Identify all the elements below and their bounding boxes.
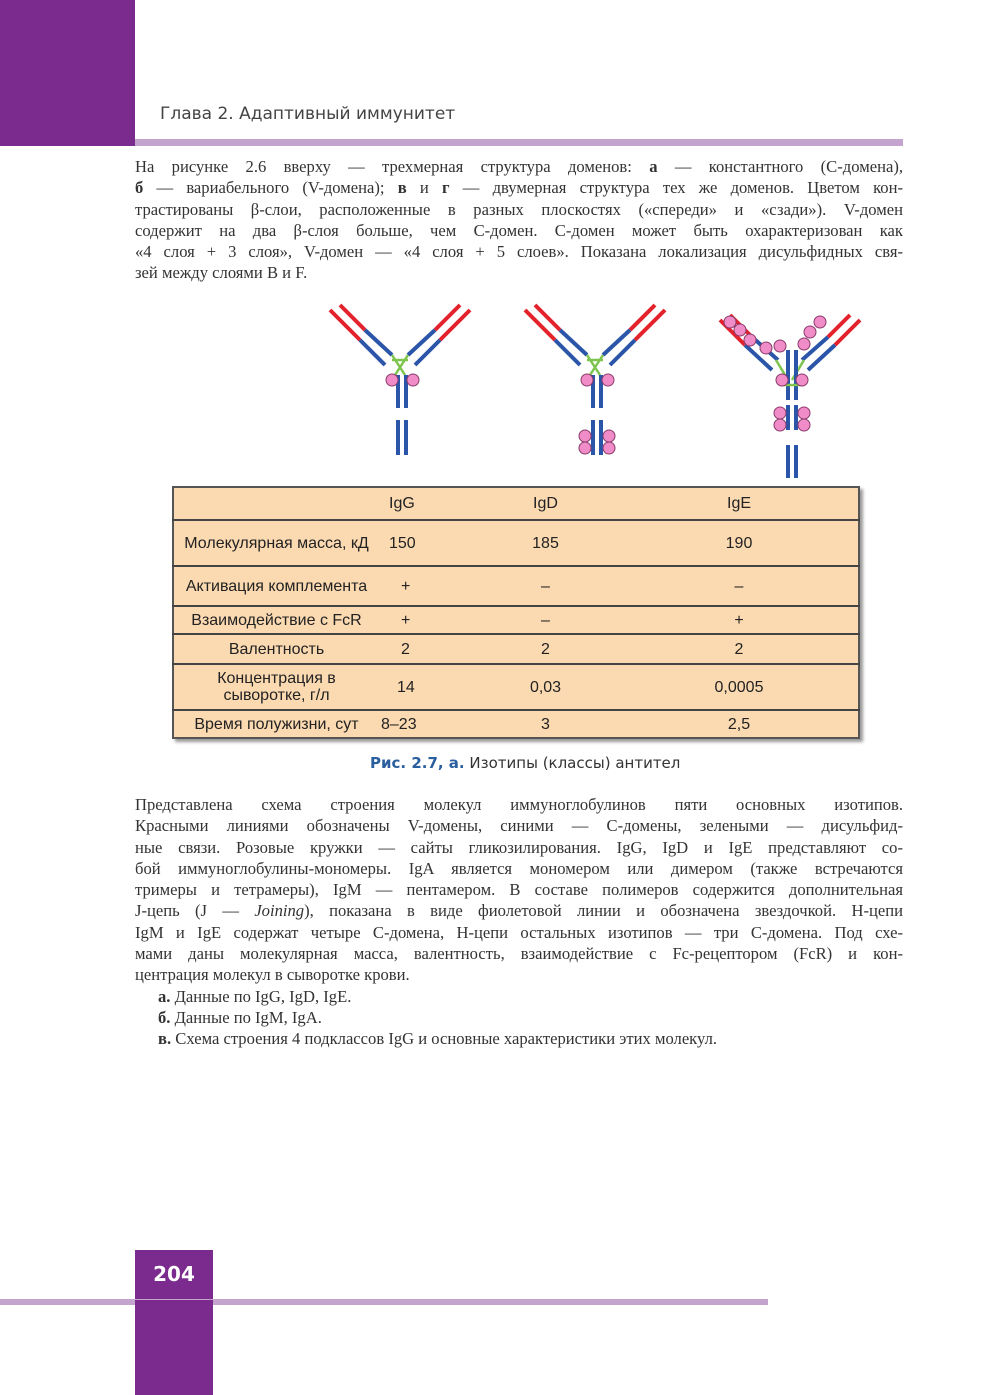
page-number: 204 <box>153 1262 195 1286</box>
table-cell: – <box>620 566 859 606</box>
table-cell: 2 <box>471 634 620 664</box>
purple-corner-top <box>0 0 135 146</box>
table-row <box>173 710 859 738</box>
table-row-label: Активация комплемента <box>173 566 379 606</box>
table-row-label: Молекулярная масса, кД <box>173 520 379 566</box>
table-row <box>173 606 859 634</box>
igg-molecule <box>330 305 470 455</box>
text-line: центрация молекул в сыворотке крови. <box>135 965 410 985</box>
table-header-cell <box>173 487 379 520</box>
table-row <box>173 664 859 710</box>
table-row-label: Концентрация в сыворотке, г/л <box>173 664 379 710</box>
body-paragraph <box>135 794 903 986</box>
text-line: «4 слоя + 3 слоя», V-домен — «4 слоя + 5 слоев». Показана локализация дисульфидных свя- <box>135 242 903 262</box>
list-item <box>158 1028 717 1049</box>
table-cell: + <box>379 566 471 606</box>
table-cell: – <box>471 606 620 634</box>
table-row-label: Взаимодействие с FcR <box>173 606 379 634</box>
igd-molecule <box>525 305 665 455</box>
table-row-label: Валентность <box>173 634 379 664</box>
text-line: содержит на два β-слоя больше, чем С-домен. С-домен может быть охарактеризован как <box>135 220 903 240</box>
intro-paragraph <box>135 156 903 284</box>
figure-caption <box>370 754 680 772</box>
table-cell: 0,03 <box>471 664 620 710</box>
isotype-table-wrap <box>172 486 861 742</box>
list-marker: б. <box>158 1008 171 1027</box>
table-cell: – <box>471 566 620 606</box>
text-line: зей между слоями В и F. <box>135 263 308 283</box>
list-text: Схема строения 4 подклассов IgG и основные характеристики этих молекул. <box>171 1029 718 1048</box>
text-line: тримеры и тетрамеры), IgM — пентамером. В составе полимеров содержится дополнительная <box>135 880 903 900</box>
list-marker: а. <box>158 987 171 1006</box>
antibody-isotype-diagram <box>320 300 880 485</box>
text-line: мами даны молекулярная масса, валентность, взаимодействие с Fc-рецептором (FcR) и кон- <box>135 944 903 964</box>
table-header-cell: IgD <box>533 495 558 512</box>
isotype-table <box>172 486 860 739</box>
table-cell: 2 <box>379 634 471 664</box>
table-row <box>173 520 859 566</box>
table-cell: 190 <box>620 520 859 566</box>
list-text: Данные по IgM, IgA. <box>170 1008 322 1027</box>
table-header-row <box>173 487 859 520</box>
list-text: Данные по IgG, IgD, IgE. <box>170 987 352 1006</box>
table-cell: 14 <box>379 664 471 710</box>
table-row <box>173 634 859 664</box>
table-header-cell: IgE <box>727 495 752 512</box>
list-item <box>158 986 351 1007</box>
table-cell: + <box>620 606 859 634</box>
caption-label: Рис. 2.7, а. <box>370 754 465 772</box>
table-cell: 2,5 <box>620 710 859 738</box>
text-line: ные связи. Розовые кружки — сайты гликозилирования. IgG, IgD и IgE представляют со- <box>135 837 903 857</box>
table-cell: 8–23 <box>379 710 471 738</box>
purple-corner-bottom <box>135 1300 213 1395</box>
text-line: J-цепь (J — Joining), показана в виде фиолетовой линии и обозначена звездочкой. H-цепи <box>135 901 903 921</box>
text-line: трастированы β-слои, расположенные в разных плоскостях («спереди» и «сзади»). V-домен <box>135 199 903 219</box>
table-row <box>173 566 859 606</box>
text-line: Красными линиями обозначены V-домены, синими — С-домены, зелеными — дисульфид- <box>135 816 903 836</box>
table-cell: 2 <box>620 634 859 664</box>
list-item <box>158 1007 322 1028</box>
table-cell: + <box>379 606 471 634</box>
table-cell: 185 <box>471 520 620 566</box>
table-header-cell: IgG <box>389 495 415 512</box>
table-cell: 0,0005 <box>620 664 859 710</box>
ige-molecule <box>720 315 860 478</box>
caption-text: Изотипы (классы) антител <box>464 754 681 772</box>
text-line: бой иммуноглобулины-мономеры. IgA является мономером или димером (также встречаются <box>135 858 903 878</box>
text-line: б — вариабельного (V-домена); в и г — двумерная структура тех же доменов. Цветом кон- <box>135 178 903 198</box>
table-row-label: Время полужизни, сут <box>173 710 379 738</box>
list-marker: в. <box>158 1029 172 1048</box>
text-line: IgM и IgE содержат четыре С-домена, H-цепи остальных изотипов — три С-домена. Под схе- <box>135 922 903 942</box>
table-cell: 150 <box>379 520 471 566</box>
chapter-title: Глава 2. Адаптивный иммунитет <box>160 104 456 124</box>
text-line: На рисунке 2.6 вверху — трехмерная структура доменов: а — константного (С-домена), <box>135 157 903 176</box>
header-rule <box>135 139 903 146</box>
footer-rule <box>0 1299 768 1305</box>
table-cell: 3 <box>471 710 620 738</box>
text-line: Представлена схема строения молекул иммуноглобулинов пяти основных изотипов. <box>135 795 903 814</box>
